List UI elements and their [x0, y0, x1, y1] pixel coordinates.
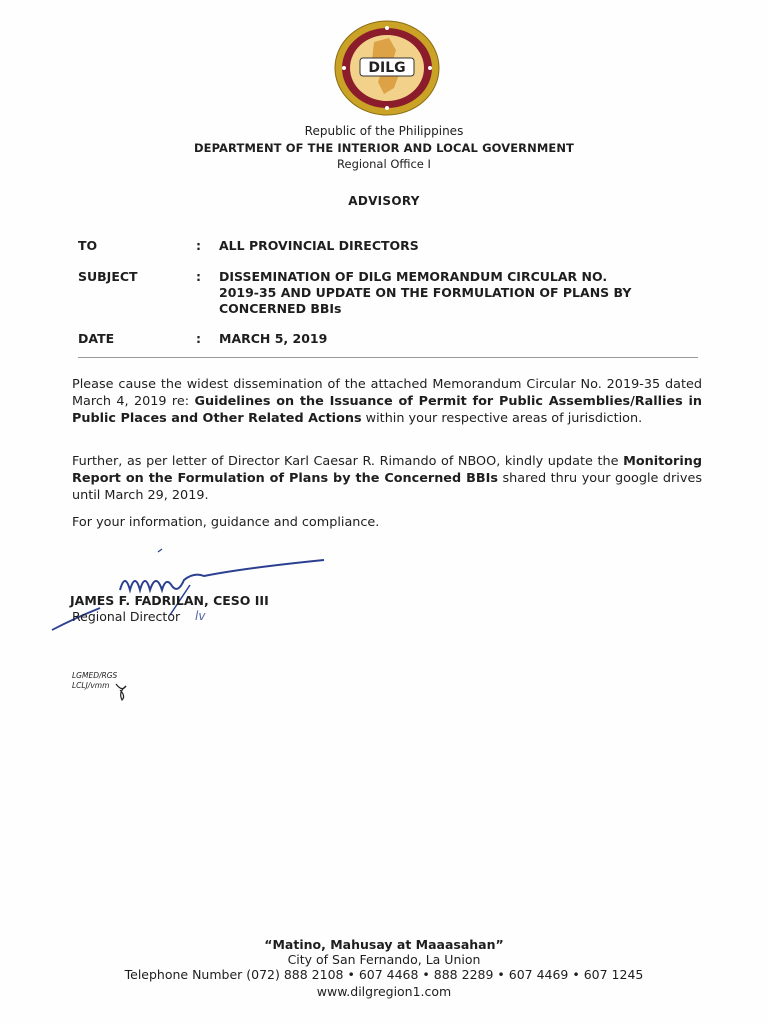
handwritten-initial: lv [195, 609, 206, 623]
date-label: DATE [78, 331, 115, 346]
p1-text-c: within your respective areas of jurisdiction. [361, 411, 643, 426]
p1-text-a: Please cause the widest dissemination of the attached Memorandum Circular No. 2019-35 dated March 4, 2019 re: [72, 377, 702, 409]
advisory-title: ADVISORY [348, 194, 420, 208]
footer-motto: “Matino, Mahusay at Maaasahan” [264, 937, 504, 952]
footer-phone: Telephone Number (072) 888 2108 • 607 4468 • 888 2289 • 607 4469 • 607 1245 [124, 967, 644, 982]
seal-text: DILG [368, 60, 406, 76]
to-value: ALL PROVINCIAL DIRECTORS [219, 238, 419, 253]
signatory-name: JAMES F. FADRILAN, CESO III [70, 593, 269, 608]
date-colon: : [196, 331, 201, 346]
handwritten-signature [40, 540, 340, 640]
to-label: TO [78, 238, 98, 253]
reference-line-1: LGMED/RGS [72, 671, 118, 680]
p2-text-a: Further, as per letter of Director Karl Caesar R. Rimando of NBOO, kindly update the [72, 454, 624, 469]
p2-bold: Monitoring Report on the Formulation of Plans by the Concerned BBIs [72, 454, 702, 486]
signatory-title: Regional Director [72, 609, 181, 624]
footer-city: City of San Fernando, La Union [287, 952, 481, 967]
p2-text-c: shared thru your google drives until March 29, 2019. [72, 471, 702, 503]
reference-line-2: LCLJ/vmm [72, 681, 110, 690]
date-value: MARCH 5, 2019 [219, 331, 328, 346]
subject-label: SUBJECT [78, 269, 138, 284]
subject-line: CONCERNED BBIs [219, 301, 342, 316]
subject-line: DISSEMINATION OF DILG MEMORANDUM CIRCULAR NO. [219, 269, 608, 284]
p1-bold: Guidelines on the Issuance of Permit for Public Assemblies/Rallies in Public Places and Other Related Actions [72, 394, 702, 426]
subject-line: 2019-35 AND UPDATE ON THE FORMULATION OF PLANS BY [219, 285, 632, 300]
subject-value [219, 269, 689, 317]
paragraph-3: For your information, guidance and compliance. [72, 515, 380, 530]
header-divider [78, 357, 698, 358]
paragraph-1 [72, 376, 702, 427]
to-colon: : [196, 238, 201, 253]
footer-website[interactable]: www.dilgregion1.com [316, 984, 452, 999]
department-name: DEPARTMENT OF THE INTERIOR AND LOCAL GOVERNMENT [193, 141, 575, 155]
regional-office: Regional Office I [337, 157, 431, 171]
paragraph-2 [72, 453, 702, 504]
republic-line: Republic of the Philippines [304, 124, 464, 138]
dilg-seal-logo [334, 20, 440, 116]
subject-colon: : [196, 269, 201, 284]
initial-mark [113, 680, 129, 702]
